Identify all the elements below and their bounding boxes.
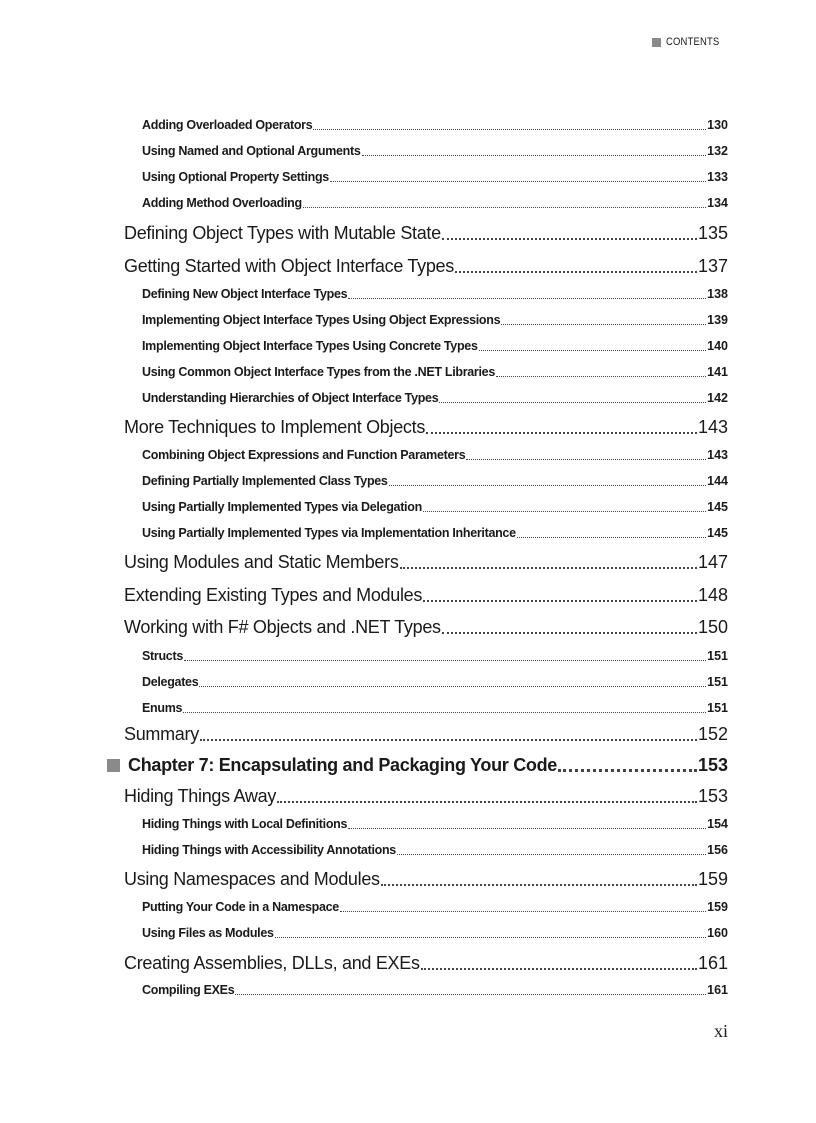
leader-dots (303, 195, 706, 209)
toc-entry-title: Summary (124, 724, 199, 744)
toc-entry-title: Structs (142, 649, 183, 663)
toc-entry-title: Extending Existing Types and Modules (124, 585, 423, 605)
toc-entry-title: Using Partially Implemented Types via Delegation (142, 500, 422, 514)
toc-entry-title: Defining Partially Implemented Class Types (142, 474, 388, 488)
toc-entry-page: 151 (707, 675, 728, 689)
toc-entry-page: 132 (707, 144, 728, 158)
leader-dots (200, 721, 697, 741)
toc-subsection-entry[interactable] (142, 285, 728, 303)
toc-entry-page: 153 (697, 755, 728, 775)
toc-entry-page: 152 (697, 724, 728, 744)
toc-entry-title: Chapter 7: Encapsulating and Packaging Your Code (128, 755, 558, 775)
toc-entry-page: 143 (697, 417, 728, 437)
toc-subsection-entry[interactable] (142, 311, 728, 329)
leader-dots (421, 950, 697, 970)
leader-dots (439, 390, 706, 404)
toc-subsection-entry[interactable] (142, 815, 728, 833)
toc-entry-title: Creating Assemblies, DLLs, and EXEs (124, 953, 420, 973)
leader-dots (442, 220, 697, 240)
toc-entry-page: 161 (707, 983, 728, 997)
toc-subsection-entry[interactable] (142, 673, 728, 691)
toc-section-entry[interactable] (124, 721, 728, 747)
toc-entry-page: 141 (707, 365, 728, 379)
leader-dots (558, 751, 697, 772)
toc-entry-title: Combining Object Expressions and Function Parameters (142, 448, 466, 462)
toc-entry-page: 144 (707, 474, 728, 488)
toc-entry-page: 159 (707, 900, 728, 914)
toc-entry-title: Using Named and Optional Arguments (142, 144, 361, 158)
toc-entry-title: More Techniques to Implement Objects (124, 417, 426, 437)
toc-section-entry[interactable] (124, 582, 728, 608)
toc-entry-title: Adding Overloaded Operators (142, 118, 313, 132)
toc-section-entry[interactable] (124, 950, 728, 976)
leader-dots (184, 648, 706, 662)
toc-section-entry[interactable] (124, 253, 728, 279)
toc-entry-page: 160 (707, 926, 728, 940)
toc-entry-title: Hiding Things with Accessibility Annotations (142, 843, 396, 857)
toc-entry-title: Working with F# Objects and .NET Types (124, 617, 441, 637)
toc-subsection-entry[interactable] (142, 524, 728, 542)
leader-dots (183, 700, 706, 714)
toc-entry-page: 135 (697, 223, 728, 243)
leader-dots (426, 414, 697, 434)
leader-dots (235, 982, 706, 996)
toc-entry-page: 161 (697, 953, 728, 973)
running-header-label: CONTENTS (665, 36, 720, 48)
toc-entry-title: Using Partially Implemented Types via Implementation Inheritance (142, 526, 516, 540)
leader-dots (330, 169, 706, 183)
leader-dots (400, 549, 697, 569)
toc-entry-page: 151 (707, 701, 728, 715)
toc-entry-page: 151 (707, 649, 728, 663)
toc-subsection-entry[interactable] (142, 699, 728, 717)
toc-entry-page: 145 (707, 500, 728, 514)
toc-subsection-entry[interactable] (142, 389, 728, 407)
toc-entry-page: 154 (707, 817, 728, 831)
toc-subsection-entry[interactable] (142, 337, 728, 355)
toc-entry-page: 134 (707, 196, 728, 210)
toc-subsection-entry[interactable] (142, 841, 728, 859)
chapter-marker-icon (107, 759, 120, 772)
toc-entry-page: 153 (697, 786, 728, 806)
toc-entry-title: Defining New Object Interface Types (142, 287, 348, 301)
toc-entry-page: 139 (707, 313, 728, 327)
toc-subsection-entry[interactable] (142, 446, 728, 464)
toc-entry-page: 140 (707, 339, 728, 353)
leader-dots (517, 525, 706, 539)
toc-entry-title: Hiding Things with Local Definitions (142, 817, 348, 831)
leader-dots (348, 286, 706, 300)
toc-subsection-entry[interactable] (142, 981, 728, 999)
toc-entry-title: Implementing Object Interface Types Using Concrete Types (142, 339, 478, 353)
leader-dots (423, 499, 706, 513)
toc-subsection-entry[interactable] (142, 194, 728, 212)
toc-entry-title: Using Namespaces and Modules (124, 869, 380, 889)
toc-entry-title: Putting Your Code in a Namespace (142, 900, 339, 914)
toc-section-entry[interactable] (124, 220, 728, 246)
leader-dots (397, 842, 706, 856)
toc-entry-title: Using Optional Property Settings (142, 170, 329, 184)
toc-subsection-entry[interactable] (142, 363, 728, 381)
toc-entry-page: 159 (697, 869, 728, 889)
leader-dots (313, 117, 706, 131)
toc-subsection-entry[interactable] (142, 168, 728, 186)
square-bullet-icon (652, 38, 661, 47)
leader-dots (423, 582, 697, 602)
leader-dots (277, 783, 697, 803)
running-header (652, 36, 728, 48)
toc-entry-title: Adding Method Overloading (142, 196, 302, 210)
leader-dots (389, 473, 707, 487)
toc-entry-title: Enums (142, 701, 183, 715)
toc-entry-title: Implementing Object Interface Types Using Object Expressions (142, 313, 501, 327)
toc-entry-title: Delegates (142, 675, 199, 689)
toc-entry-page: 137 (697, 256, 728, 276)
toc-entry-page: 130 (707, 118, 728, 132)
toc-entry-page: 148 (697, 585, 728, 605)
toc-subsection-entry[interactable] (142, 924, 728, 942)
toc-subsection-entry[interactable] (142, 647, 728, 665)
toc-subsection-entry[interactable] (142, 498, 728, 516)
leader-dots (199, 674, 706, 688)
toc-entry-page: 138 (707, 287, 728, 301)
leader-dots (479, 338, 707, 352)
toc-entry-title: Using Common Object Interface Types from the .NET Libraries (142, 365, 495, 379)
toc-entry-title: Understanding Hierarchies of Object Interface Types (142, 391, 439, 405)
leader-dots (275, 925, 707, 939)
leader-dots (442, 614, 697, 634)
leader-dots (466, 447, 706, 461)
leader-dots (348, 816, 706, 830)
toc-entry-title: Defining Object Types with Mutable State (124, 223, 441, 243)
toc-chapter-entry[interactable] (128, 752, 728, 778)
toc-entry-title: Getting Started with Object Interface Types (124, 256, 454, 276)
toc-entry-page: 145 (707, 526, 728, 540)
toc-subsection-entry[interactable] (142, 142, 728, 160)
toc-entry-title: Hiding Things Away (124, 786, 277, 806)
toc-entry-title: Compiling EXEs (142, 983, 235, 997)
page-number: xi (713, 1021, 728, 1041)
toc-section-entry[interactable] (124, 414, 728, 440)
toc-entry-title: Using Modules and Static Members (124, 552, 399, 572)
leader-dots (496, 364, 706, 378)
toc-section-entry[interactable] (124, 549, 728, 575)
toc-section-entry[interactable] (124, 783, 728, 809)
toc-section-entry[interactable] (124, 614, 728, 640)
toc-entry-page: 150 (697, 617, 728, 637)
toc-entry-page: 156 (707, 843, 728, 857)
leader-dots (340, 899, 706, 913)
toc-entry-page: 142 (707, 391, 728, 405)
toc-entry-title: Using Files as Modules (142, 926, 274, 940)
leader-dots (381, 866, 697, 886)
toc-entry-page: 143 (707, 448, 728, 462)
leader-dots (501, 312, 706, 326)
leader-dots (455, 253, 697, 273)
toc-subsection-entry[interactable] (142, 116, 728, 134)
toc-entry-page: 133 (707, 170, 728, 184)
toc-subsection-entry[interactable] (142, 898, 728, 916)
toc-subsection-entry[interactable] (142, 472, 728, 490)
toc-entry-page: 147 (697, 552, 728, 572)
toc-section-entry[interactable] (124, 866, 728, 892)
leader-dots (362, 143, 707, 157)
